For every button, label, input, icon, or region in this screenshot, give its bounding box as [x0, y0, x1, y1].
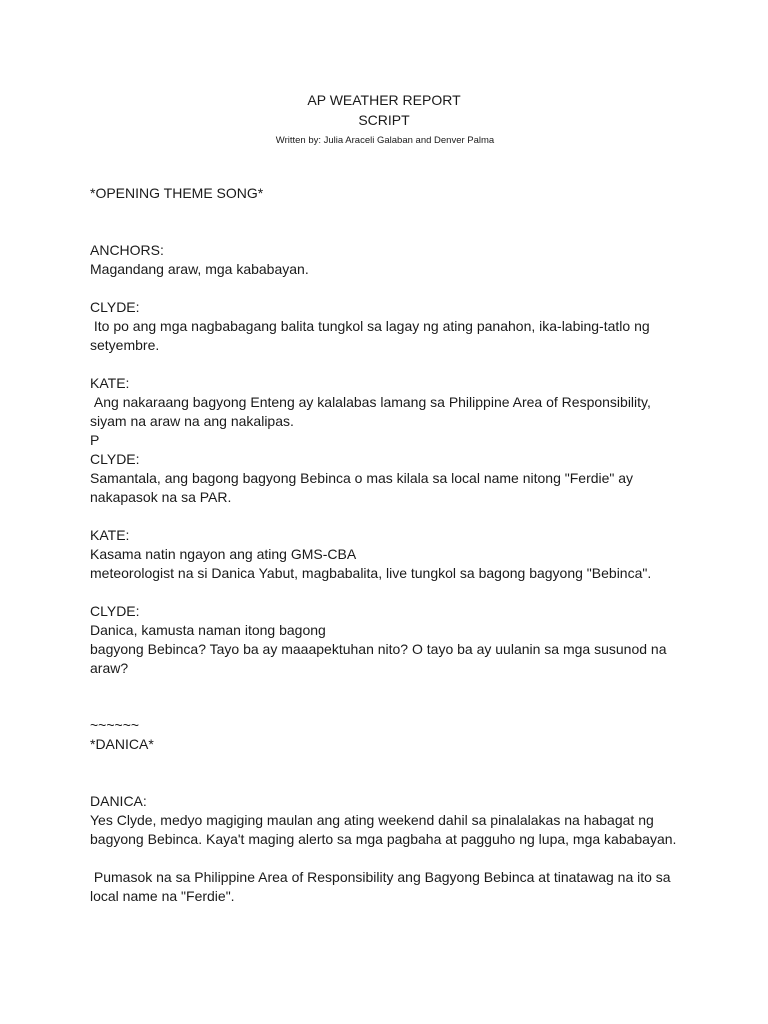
- script-line: P: [90, 432, 100, 448]
- script-line: CLYDE:: [90, 603, 140, 619]
- script-line: Ang nakaraang bagyong Enteng ay kalalabas lamang sa Philippine Area of Responsibility,: [90, 394, 651, 410]
- script-line: *DANICA*: [90, 736, 154, 752]
- document-byline: Written by: Julia Araceli Galaban and Denver Palma: [275, 135, 495, 146]
- blank-line: [90, 279, 680, 298]
- script-line: Kasama natin ngayon ang ating GMS-CBA: [90, 546, 357, 562]
- script-body: [90, 184, 680, 906]
- script-line: nakapasok na sa PAR.: [90, 489, 232, 505]
- blank-line: [90, 678, 680, 697]
- blank-line: [90, 773, 680, 792]
- script-line: bagyong Bebinca. Kaya't maging alerto sa mga pagbaha at pagguho ng lupa, mga kababayan.: [90, 831, 677, 847]
- blank-line: [90, 583, 680, 602]
- script-line: local name na "Ferdie".: [90, 888, 235, 904]
- script-line: meteorologist na si Danica Yabut, magbabalita, live tungkol sa bagong bagyong "Bebinca".: [90, 565, 652, 581]
- script-line: siyam na araw na ang nakalipas.: [90, 413, 294, 429]
- script-line: Pumasok na sa Philippine Area of Responsibility ang Bagyong Bebinca at tinatawag na ito sa: [90, 869, 671, 885]
- script-line: Ito po ang mga nagbabagang balita tungkol sa lagay ng ating panahon, ika-labing-tatlo ng: [90, 318, 650, 334]
- blank-line: [90, 507, 680, 526]
- script-line: CLYDE:: [90, 451, 140, 467]
- blank-line: [90, 222, 680, 241]
- script-line: Danica, kamusta naman itong bagong: [90, 622, 326, 638]
- blank-line: [90, 697, 680, 716]
- script-line: Samantala, ang bagong bagyong Bebinca o mas kilala sa local name nitong "Ferdie" ay: [90, 470, 634, 486]
- script-line: araw?: [90, 660, 129, 676]
- blank-line: [90, 849, 680, 868]
- blank-line: [90, 355, 680, 374]
- script-line: DANICA:: [90, 793, 147, 809]
- blank-line: [90, 754, 680, 773]
- document-title: AP WEATHER REPORT: [307, 92, 461, 108]
- script-line: KATE:: [90, 375, 130, 391]
- script-line: ~~~~~~: [90, 717, 140, 733]
- script-line: KATE:: [90, 527, 130, 543]
- blank-line: [90, 203, 680, 222]
- script-line: bagyong Bebinca? Tayo ba ay maaapektuhan nito? O tayo ba ay uulanin sa mga susunod na: [90, 641, 667, 657]
- script-line: CLYDE:: [90, 299, 140, 315]
- script-line: *OPENING THEME SONG*: [90, 185, 264, 201]
- script-line: ANCHORS:: [90, 242, 164, 258]
- document-subtitle: SCRIPT: [358, 112, 410, 128]
- script-line: setyembre.: [90, 337, 160, 353]
- script-line: Magandang araw, mga kababayan.: [90, 261, 309, 277]
- script-line: Yes Clyde, medyo magiging maulan ang ating weekend dahil sa pinalalakas na habagat ng: [90, 812, 654, 828]
